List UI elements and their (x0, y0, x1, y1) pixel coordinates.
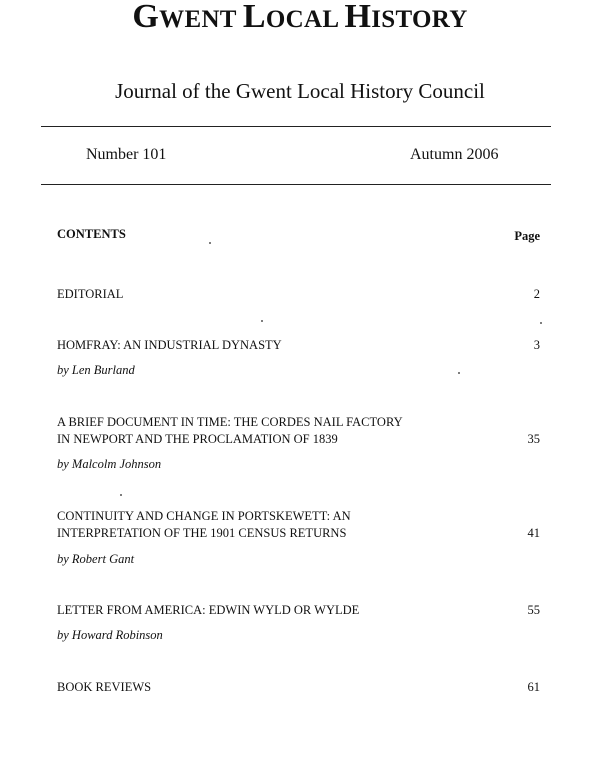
entry-title-portskewett-line-1: CONTINUITY AND CHANGE IN PORTSKEWETT: AN (57, 509, 351, 523)
title-rest-3: ISTORY (371, 6, 468, 33)
scan-speck (458, 372, 460, 374)
title-initial-2: L (242, 0, 266, 35)
entry-author-letter: by Howard Robinson (57, 628, 163, 642)
entry-title-book-reviews: BOOK REVIEWS (57, 680, 152, 694)
entry-title-portskewett-line-2: INTERPRETATION OF THE 1901 CENSUS RETURNS (57, 526, 347, 540)
entry-title-cordes-line-2: IN NEWPORT AND THE PROCLAMATION OF 1839 (57, 432, 338, 446)
scan-speck (120, 494, 122, 496)
issue-number: Number 101 (86, 146, 167, 163)
entry-author-cordes: by Malcolm Johnson (57, 457, 162, 471)
title-initial-1: G (132, 0, 160, 35)
entry-title-editorial: EDITORIAL (57, 287, 124, 301)
entry-page-cordes: 35 (527, 432, 540, 446)
title-rest-2: OCAL (265, 6, 345, 33)
entry-page-homfray: 3 (533, 338, 540, 352)
bottom-divider (41, 184, 551, 185)
scan-speck (540, 322, 542, 324)
title-initial-3: H (344, 0, 372, 35)
issue-season: Autumn 2006 (410, 146, 499, 163)
entry-title-homfray: HOMFRAY: AN INDUSTRIAL DYNASTY (57, 338, 282, 352)
contents-heading: CONTENTS (57, 227, 126, 241)
entry-author-homfray: by Len Burland (57, 363, 135, 377)
scan-speck (209, 242, 211, 244)
journal-subtitle: Journal of the Gwent Local History Council (115, 79, 485, 103)
entry-author-portskewett: by Robert Gant (57, 552, 135, 566)
entry-page-book-reviews: 61 (527, 680, 540, 694)
scan-speck (261, 320, 263, 322)
entry-page-letter: 55 (527, 603, 540, 617)
entry-page-portskewett: 41 (527, 526, 540, 540)
entry-title-letter: LETTER FROM AMERICA: EDWIN WYLD OR WYLDE (57, 603, 360, 617)
entry-page-editorial: 2 (533, 287, 540, 301)
entry-title-cordes-line-1: A BRIEF DOCUMENT IN TIME: THE CORDES NAIL FACTORY (57, 415, 403, 429)
page-column-heading: Page (514, 229, 540, 243)
title-rest-1: WENT (159, 6, 243, 33)
top-divider (41, 126, 551, 127)
journal-title (0, 0, 600, 37)
